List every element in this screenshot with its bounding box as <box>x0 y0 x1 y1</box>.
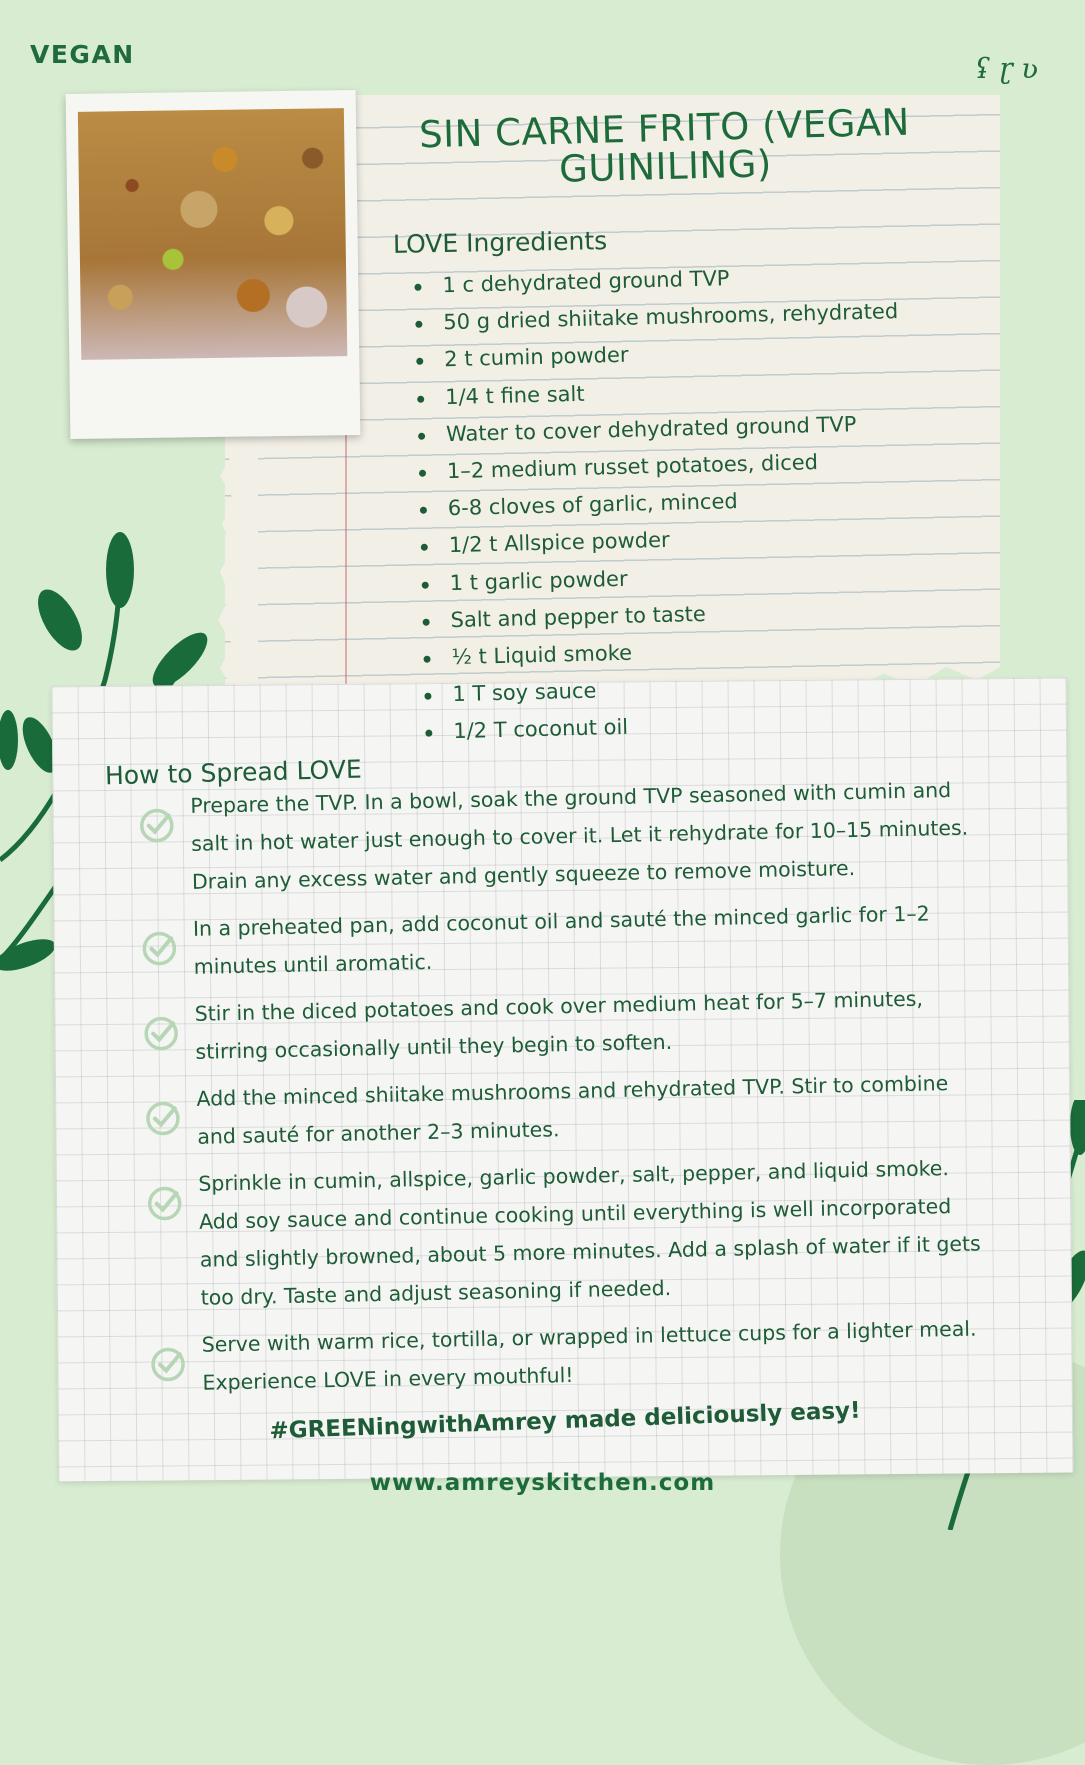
ingredient-item: 1 c dehydrated ground TVP <box>410 254 971 305</box>
steps-heading: How to Spread LOVE <box>104 754 363 791</box>
ingredient-item: 2 t cumin powder <box>412 329 973 380</box>
step-item <box>149 1309 985 1402</box>
signature-logo: ʢ ɽ ʋ <box>975 52 1039 85</box>
step-text: Stir in the diced potatoes and cook over medium heat for 5–7 minutes, stirring occasionally until they begin to soften. <box>194 986 924 1064</box>
check-circle-icon <box>146 1185 183 1222</box>
step-text: Add the minced shiitake mushrooms and rehydrated TVP. Stir to combine and sauté for another 2–3 minutes. <box>196 1071 949 1149</box>
category-tag: VEGAN <box>30 40 135 69</box>
check-circle-icon <box>138 807 175 844</box>
ingredient-item: Water to cover dehydrated ground TVP <box>414 403 975 454</box>
step-item <box>141 893 977 986</box>
step-item <box>138 771 975 902</box>
step-text: Serve with warm rice, tortilla, or wrapped in lettuce cups for a lighter meal. Experience LOVE in every mouthful! <box>201 1316 977 1395</box>
ingredients-heading: LOVE Ingredients <box>392 226 608 259</box>
step-text: Prepare the TVP. In a bowl, soak the ground TVP seasoned with cumin and salt in hot water just enough to cover it. Let it rehydrate for 10–15 minutes. Drain any excess water and gently squeeze to remove moisture. <box>190 777 969 894</box>
ingredient-item: 1/2 t Allspice powder <box>416 515 977 566</box>
ingredients-list <box>410 254 982 751</box>
check-circle-icon <box>145 1100 182 1137</box>
steps-list <box>138 771 986 1412</box>
ingredient-item: 1 T soy sauce <box>420 663 981 714</box>
check-circle-icon <box>150 1346 187 1383</box>
check-circle-icon <box>141 930 178 967</box>
website-link[interactable]: www.amreyskitchen.com <box>369 1470 716 1496</box>
ingredient-item: Salt and pepper to taste <box>418 589 979 640</box>
ingredient-item: 6-8 cloves of garlic, minced <box>415 477 976 528</box>
ingredient-item: 50 g dried shiitake mushrooms, rehydrated <box>411 291 972 342</box>
step-text: In a preheated pan, add coconut oil and sauté the minced garlic for 1–2 minutes until aromatic. <box>192 901 930 979</box>
ingredient-item: 1 t garlic powder <box>417 552 978 603</box>
ingredient-item: 1–2 medium russet potatoes, diced <box>415 440 976 491</box>
check-circle-icon <box>143 1015 180 1052</box>
step-item <box>146 1148 984 1317</box>
recipe-photo-frame <box>66 90 361 439</box>
step-item <box>142 978 978 1071</box>
food-photo <box>78 108 347 360</box>
recipe-title: SIN CARNE FRITO (VEGAN GUINILING) <box>418 100 911 191</box>
ingredient-item: 1/4 t fine salt <box>413 366 974 417</box>
step-text: Sprinkle in cumin, allspice, garlic powder, salt, pepper, and liquid smoke. Add soy sauce and continue cooking until everything is well incorporated and slightly browned, about 5 more minutes. Add a splash of water if it gets too dry. Taste and adjust seasoning if needed. <box>198 1156 981 1310</box>
footer-tagline: #GREENingwithAmrey made deliciously easy! <box>269 1397 861 1445</box>
ingredient-item: ½ t Liquid smoke <box>419 626 980 677</box>
step-item <box>144 1063 980 1156</box>
ingredient-item: 1/2 T coconut oil <box>421 700 982 751</box>
